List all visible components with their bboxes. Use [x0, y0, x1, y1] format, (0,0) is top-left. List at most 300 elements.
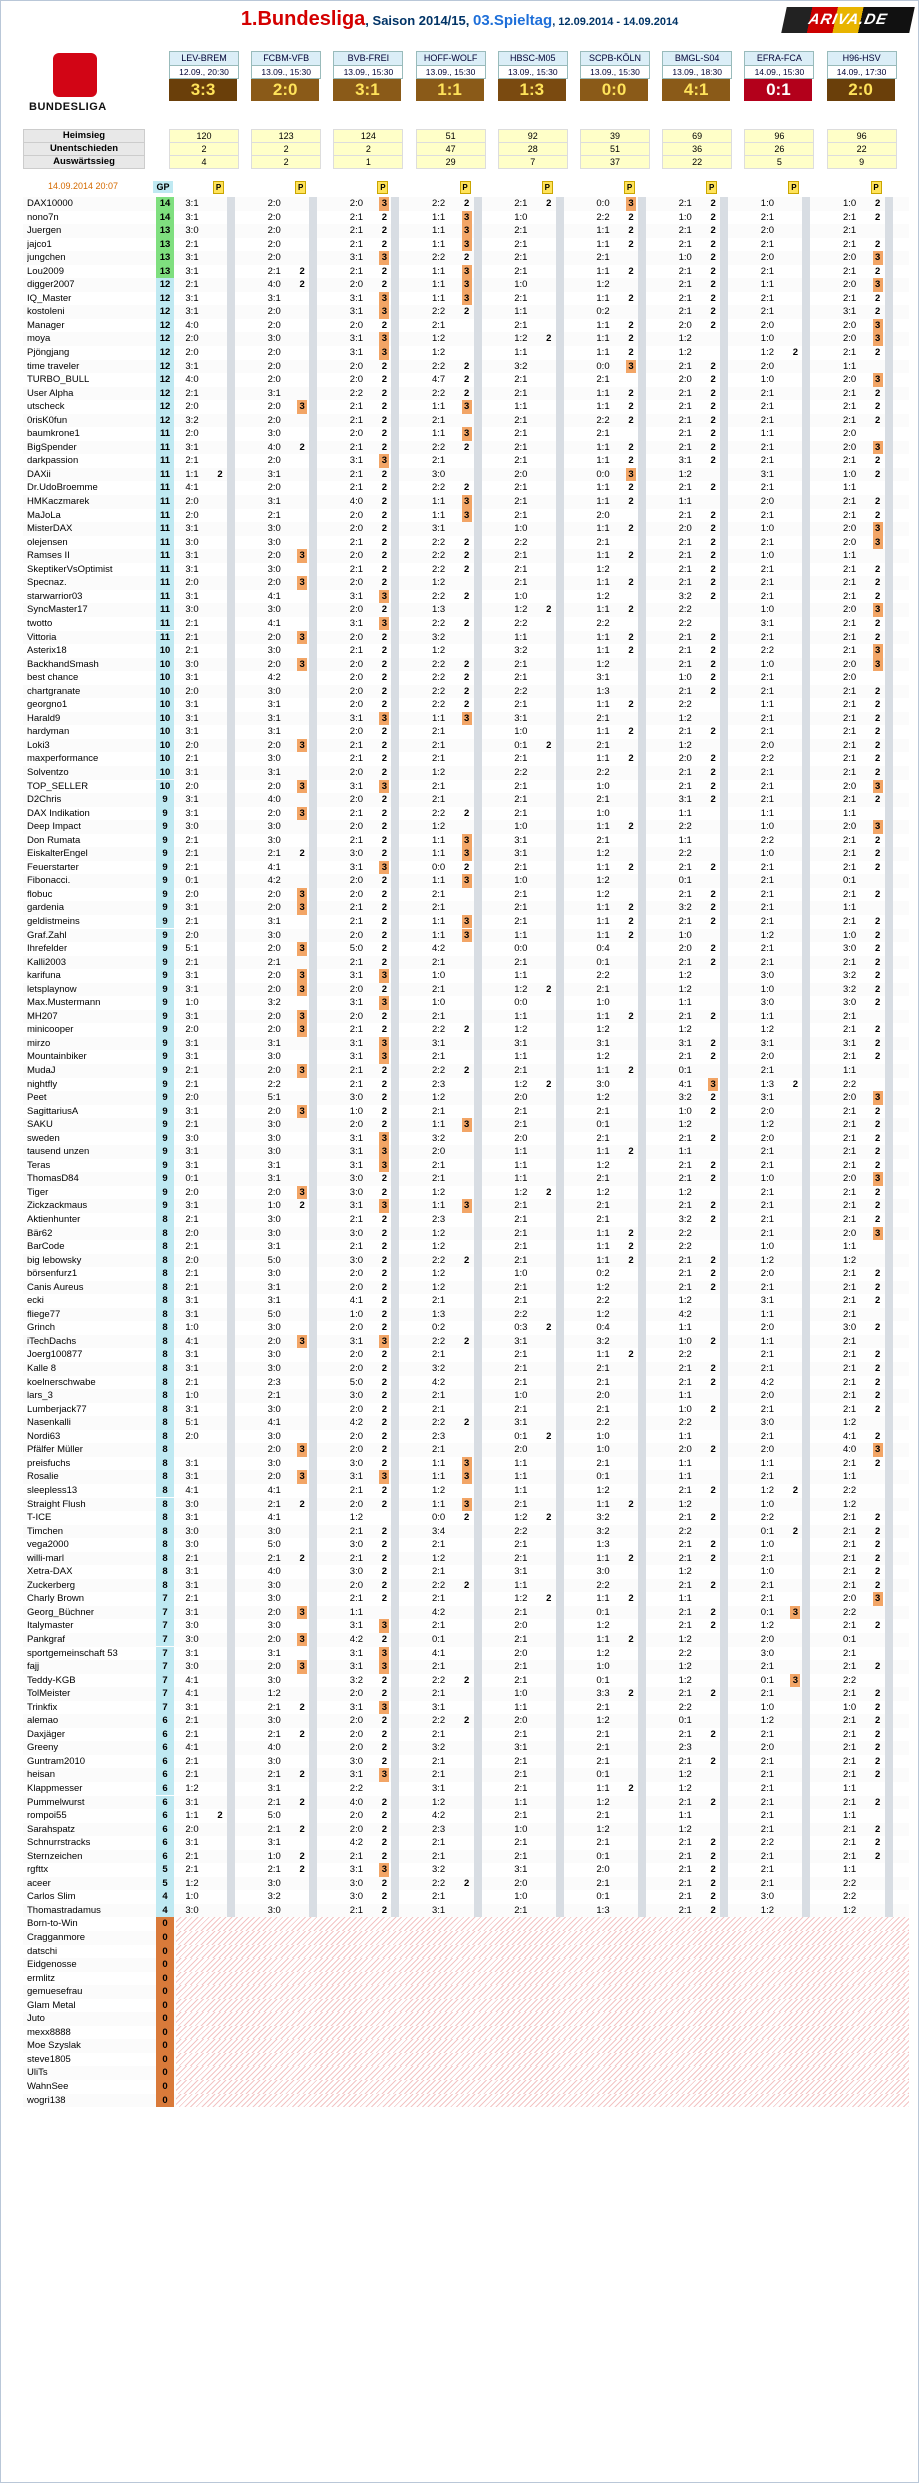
column-separator	[227, 1836, 235, 1850]
tip-value: 3:0	[185, 536, 199, 548]
player-name[interactable]: twotto	[27, 617, 53, 629]
player-name[interactable]: geldistmeins	[27, 915, 80, 927]
tip-value: 1:2	[431, 1281, 446, 1293]
table-row	[23, 1565, 909, 1579]
player-name[interactable]: MH207	[27, 1010, 58, 1022]
tip-value: 1:1	[596, 319, 610, 331]
player-name[interactable]: Italymaster	[27, 1620, 74, 1632]
player-name[interactable]: time traveler	[27, 360, 80, 372]
player-name[interactable]: Born-to-Win	[27, 1918, 78, 1930]
tip-points: 2	[463, 550, 470, 562]
player-name[interactable]: Harald9	[27, 712, 61, 724]
player-name[interactable]: baumkrone1	[27, 428, 80, 440]
column-separator	[556, 1714, 564, 1728]
column-separator	[391, 332, 399, 346]
column-separator	[474, 1199, 482, 1213]
player-name[interactable]: rgfttx	[27, 1864, 49, 1876]
column-separator	[885, 427, 893, 441]
column-separator	[885, 888, 893, 902]
player-name[interactable]: Teras	[27, 1159, 51, 1171]
tip-value: 2:1	[760, 685, 774, 697]
player-name[interactable]: Rosalie	[27, 1471, 59, 1483]
player-name[interactable]: TURBO_BULL	[27, 374, 90, 386]
player-name[interactable]: Charly Brown	[27, 1593, 85, 1605]
player-name[interactable]: nono7n	[27, 211, 59, 223]
tip-value: 2:0	[349, 360, 363, 372]
player-name[interactable]: lars_3	[27, 1390, 53, 1402]
column-separator	[227, 1213, 235, 1227]
tip-points: 2	[381, 929, 388, 941]
player-name[interactable]: Sarahspatz	[27, 1823, 76, 1835]
player-name[interactable]: steve1805	[27, 2053, 71, 2065]
tip-value: 2:1	[596, 1376, 610, 1388]
player-name[interactable]: DAX Indikation	[27, 807, 90, 819]
player-name[interactable]: heisan	[27, 1769, 55, 1781]
player-name[interactable]: minicooper	[27, 1024, 74, 1036]
player-points: 12	[156, 292, 174, 306]
tip-points: 2	[710, 1755, 716, 1767]
player-name[interactable]: iTechDachs	[27, 1335, 77, 1347]
tip-points: 2	[874, 1539, 881, 1551]
player-name[interactable]: hardyman	[27, 726, 70, 738]
player-name[interactable]: Eidgenosse	[27, 1959, 77, 1971]
player-name[interactable]: Kalle 8	[27, 1363, 57, 1375]
player-points: 11	[156, 603, 174, 617]
player-name[interactable]: SAKU	[27, 1119, 53, 1131]
tip-points: 2	[874, 631, 881, 643]
player-name[interactable]: MaJoLa	[27, 509, 61, 521]
column-separator	[802, 1199, 810, 1213]
tip-value: 2:2	[760, 1512, 774, 1524]
matchday-label[interactable]: 03.Spieltag	[472, 12, 553, 29]
player-name[interactable]: Juergen	[27, 225, 62, 237]
tip-value: 2:0	[267, 658, 281, 670]
tip-value: 2:1	[596, 1755, 610, 1767]
ariva-logo[interactable]: ARIVA.DE	[781, 7, 915, 33]
tip-points: 2	[381, 1674, 388, 1686]
player-name[interactable]: mirzo	[27, 1037, 51, 1049]
column-separator	[638, 1213, 646, 1227]
column-separator	[227, 1227, 235, 1241]
column-separator	[474, 725, 482, 739]
tip-value: 3:1	[267, 1837, 281, 1849]
column-separator	[638, 1172, 646, 1186]
player-name[interactable]: jajco1	[27, 238, 52, 250]
player-points: 0	[156, 1972, 174, 1986]
player-points: 8	[156, 1525, 174, 1539]
player-points: 12	[156, 387, 174, 401]
match-kickoff: 13.09., 15:30	[498, 65, 568, 79]
tip-value: 2:1	[514, 198, 528, 209]
tip-points: 2	[874, 1146, 881, 1158]
player-name[interactable]: MisterDAX	[27, 523, 73, 535]
player-name[interactable]: gardenia	[27, 902, 64, 914]
player-name[interactable]: DAXii	[27, 468, 51, 480]
player-name[interactable]: georgno1	[27, 699, 68, 711]
player-name[interactable]: big lebowsky	[27, 1254, 82, 1266]
player-points: 4	[156, 1890, 174, 1904]
player-name[interactable]: preisfuchs	[27, 1457, 71, 1469]
player-points: 11	[156, 536, 174, 550]
column-separator	[802, 766, 810, 780]
column-separator	[391, 1850, 399, 1864]
column-separator	[802, 509, 810, 523]
tip-value: 1:3	[596, 1904, 610, 1916]
tip-value: 4:0	[349, 496, 363, 508]
player-name[interactable]: Aktienhunter	[27, 1214, 81, 1226]
tip-value: 2:1	[267, 1864, 281, 1876]
tip-points: 3	[873, 1592, 883, 1606]
player-name[interactable]: Kalli2003	[27, 956, 67, 968]
tip-value: 3:1	[349, 1159, 363, 1171]
player-name[interactable]: Cragganmore	[27, 1932, 86, 1943]
player-points: 13	[156, 251, 174, 265]
player-name[interactable]: Solventzo	[27, 766, 69, 778]
tip-points: 2	[710, 1105, 716, 1117]
player-name[interactable]: gemuesefrau	[27, 1986, 83, 1998]
player-name[interactable]: Straight Flush	[27, 1498, 86, 1510]
player-points: 9	[156, 1010, 174, 1024]
column-separator	[474, 1552, 482, 1566]
player-name[interactable]: ThomasD84	[27, 1173, 79, 1185]
player-name[interactable]: maxperformance	[27, 753, 99, 765]
tip-value: 2:1	[514, 1782, 528, 1794]
tip-value: 2:2	[596, 414, 610, 426]
player-name[interactable]: MudaJ	[27, 1065, 56, 1076]
draw-count: 2	[251, 142, 321, 156]
player-name[interactable]: aceer	[27, 1877, 51, 1889]
player-name[interactable]: WahnSee	[27, 2081, 69, 2093]
player-name[interactable]: Grinch	[27, 1322, 55, 1334]
column-separator	[802, 1687, 810, 1701]
player-name[interactable]: Trinkfix	[27, 1701, 58, 1713]
tip-value: 3:1	[760, 1092, 774, 1104]
player-name[interactable]: sleepless13	[27, 1484, 78, 1496]
player-name[interactable]: chartgranate	[27, 685, 81, 697]
column-separator	[474, 644, 482, 658]
player-name[interactable]: 0risK0fun	[27, 414, 68, 426]
tip-value: 3:0	[349, 1457, 363, 1469]
tip-value: 2:1	[678, 1281, 692, 1293]
column-separator	[885, 1064, 893, 1078]
player-name[interactable]: D2Chris	[27, 794, 62, 806]
column-separator	[309, 590, 317, 604]
column-separator	[474, 1687, 482, 1701]
table-row	[23, 1308, 909, 1322]
column-separator	[474, 1809, 482, 1823]
column-separator	[309, 901, 317, 915]
player-name[interactable]: Tiger	[27, 1186, 49, 1198]
player-name[interactable]: SyncMaster17	[27, 604, 88, 616]
player-name[interactable]: olejensen	[27, 536, 68, 548]
tip-value: 2:0	[760, 1633, 774, 1645]
column-separator	[885, 536, 893, 550]
tip-points: 2	[381, 943, 388, 955]
column-separator	[885, 211, 893, 225]
player-name[interactable]: Asterix18	[27, 645, 67, 657]
tip-value: 2:1	[760, 306, 774, 318]
tip-value: 1:1	[760, 1335, 774, 1347]
column-separator	[309, 1335, 317, 1349]
player-name[interactable]: börsenfurz1	[27, 1268, 78, 1280]
tip-value: 2:1	[267, 1796, 281, 1808]
table-row	[23, 766, 909, 780]
column-separator	[638, 549, 646, 563]
column-separator	[885, 929, 893, 943]
column-separator	[474, 712, 482, 726]
player-name[interactable]: Mountainbiker	[27, 1051, 87, 1063]
tip-points: 2	[874, 1200, 881, 1212]
player-name[interactable]: willi-marl	[27, 1552, 64, 1564]
column-separator	[720, 1213, 728, 1227]
player-name[interactable]: mexx8888	[27, 2026, 71, 2038]
tip-value: 3:0	[267, 1457, 281, 1469]
player-name[interactable]: HMKaczmarek	[27, 496, 90, 508]
player-name[interactable]: Don Rumata	[27, 834, 81, 846]
player-name[interactable]: Canis Aureus	[27, 1281, 84, 1293]
tip-value: 3:1	[185, 1295, 199, 1307]
player-name[interactable]: sweden	[27, 1132, 60, 1144]
tip-value: 2:1	[678, 1254, 692, 1266]
column-separator	[474, 468, 482, 482]
tip-value: 2:1	[431, 726, 446, 738]
player-name[interactable]: Zuckerberg	[27, 1579, 76, 1591]
player-name[interactable]: Pfälfer Müller	[27, 1444, 83, 1456]
tip-value: 2:1	[431, 1159, 446, 1171]
player-name[interactable]: Schnurrstracks	[27, 1837, 91, 1849]
player-name[interactable]: Deep Impact	[27, 821, 81, 833]
column-separator	[391, 1443, 399, 1457]
player-name[interactable]: Pummelwurst	[27, 1796, 85, 1808]
tip-value: 2:1	[842, 265, 857, 277]
player-points: 8	[156, 1213, 174, 1227]
column-separator	[391, 1105, 399, 1119]
player-name[interactable]: Nasenkalli	[27, 1417, 71, 1429]
player-name[interactable]: DAX10000	[27, 198, 73, 209]
player-points: 8	[156, 1565, 174, 1579]
column-separator	[885, 807, 893, 821]
player-name[interactable]: Ramses II	[27, 550, 70, 562]
tip-points: 2	[381, 468, 388, 480]
player-name[interactable]: ermlitz	[27, 1972, 55, 1984]
player-name[interactable]: Carlos Slim	[27, 1891, 76, 1903]
player-name[interactable]: flobuc	[27, 888, 53, 900]
player-name[interactable]: Klappmesser	[27, 1782, 83, 1794]
player-name[interactable]: letsplaynow	[27, 983, 77, 995]
player-name[interactable]: jungchen	[27, 252, 66, 264]
player-name[interactable]: Pjöngjang	[27, 347, 70, 359]
column-separator	[885, 1010, 893, 1024]
column-separator	[309, 1606, 317, 1620]
player-name[interactable]: rompoi55	[27, 1810, 67, 1822]
tip-value: 2:1	[596, 1728, 610, 1740]
column-separator	[474, 1078, 482, 1092]
player-name[interactable]: Thomastradamus	[27, 1904, 101, 1916]
player-name[interactable]: Lou2009	[27, 265, 64, 277]
tip-value: 2:0	[760, 1742, 774, 1754]
player-name[interactable]: vega2000	[27, 1539, 69, 1551]
player-name[interactable]: BackhandSmash	[27, 658, 99, 670]
tip-value: 2:1	[678, 1159, 692, 1171]
player-name[interactable]: kostoleni	[27, 306, 65, 318]
tip-value: 4:1	[185, 1742, 199, 1754]
player-name[interactable]: T-ICE	[27, 1512, 52, 1524]
column-separator	[391, 495, 399, 509]
player-name[interactable]: User Alpha	[27, 387, 74, 399]
player-name[interactable]: alemao	[27, 1715, 59, 1727]
tip-value: 2:0	[349, 1322, 363, 1334]
column-separator	[802, 414, 810, 428]
player-name[interactable]: Teddy-KGB	[27, 1674, 76, 1686]
player-name[interactable]: Moe Szyslak	[27, 2040, 81, 2052]
column-separator	[885, 1091, 893, 1105]
player-name[interactable]: Specnaz.	[27, 577, 67, 589]
player-name[interactable]: Georg_Büchner	[27, 1606, 95, 1618]
tip-points: 2	[874, 1566, 881, 1578]
column-separator	[720, 522, 728, 536]
player-name[interactable]: nightfly	[27, 1078, 58, 1090]
tip-value: 1:2	[596, 590, 610, 602]
column-separator	[885, 332, 893, 346]
player-name[interactable]: karifuna	[27, 970, 61, 982]
player-name[interactable]: koelnerschwabe	[27, 1376, 96, 1388]
player-name[interactable]: best chance	[27, 672, 79, 684]
player-name[interactable]: Feuerstarter	[27, 861, 79, 873]
tip-value: 0:1	[185, 1173, 199, 1185]
column-separator	[720, 1430, 728, 1444]
player-name[interactable]: Max.Mustermann	[27, 997, 101, 1009]
player-name[interactable]: Greeny	[27, 1742, 59, 1754]
tip-value: 0:1	[596, 1119, 610, 1131]
player-name[interactable]: Ihrefelder	[27, 943, 68, 955]
player-name[interactable]: EiskalterEngel	[27, 848, 88, 860]
player-name[interactable]: fliege77	[27, 1308, 61, 1320]
tip-value: 2:0	[842, 672, 857, 684]
player-points: 11	[156, 481, 174, 495]
tip-points: 2	[710, 794, 716, 806]
tip-value: 2:1	[842, 794, 857, 806]
player-name[interactable]: Xetra-DAX	[27, 1566, 73, 1578]
tip-value: 2:0	[267, 739, 281, 751]
player-name[interactable]: Dr.UdoBroemme	[27, 482, 98, 494]
tip-value: 2:1	[760, 265, 774, 277]
tip-value: 3:1	[185, 1512, 199, 1524]
player-name[interactable]: TOP_SELLER	[27, 780, 89, 792]
player-name[interactable]: digger2007	[27, 279, 75, 291]
player-name[interactable]: Pankgraf	[27, 1633, 66, 1645]
column-separator	[309, 400, 317, 414]
column-separator	[227, 454, 235, 468]
player-name[interactable]: ecki	[27, 1295, 44, 1307]
player-name[interactable]: BigSpender	[27, 441, 77, 453]
column-separator	[474, 1376, 482, 1390]
player-name[interactable]: sportgemeinschaft 53	[27, 1647, 118, 1659]
column-separator	[309, 1376, 317, 1390]
player-name[interactable]: UliTs	[27, 2067, 48, 2079]
tip-value: 2:1	[678, 888, 692, 900]
player-name[interactable]: Timchen	[27, 1525, 64, 1537]
player-name[interactable]: tausend unzen	[27, 1146, 90, 1158]
player-name[interactable]: Vittoria	[27, 631, 57, 643]
player-name[interactable]: wogri138	[27, 2094, 66, 2106]
tip-points: 2	[874, 1430, 881, 1442]
player-name[interactable]: Daxjäger	[27, 1728, 66, 1740]
player-name[interactable]: Manager	[27, 319, 65, 331]
tip-points: 2	[381, 1254, 388, 1266]
tip-value: 3:0	[185, 1904, 199, 1916]
tip-value: 2:0	[596, 1864, 610, 1876]
player-name[interactable]: Loki3	[27, 739, 50, 751]
player-points: 9	[156, 901, 174, 915]
tip-points: 2	[710, 292, 716, 304]
tip-points: 3	[297, 658, 307, 672]
column-separator	[802, 1308, 810, 1322]
player-name[interactable]: fajj	[27, 1661, 40, 1673]
tip-points: 2	[874, 766, 881, 778]
tip-value: 1:1	[842, 807, 857, 819]
player-name[interactable]: moya	[27, 333, 51, 345]
player-name[interactable]: starwarrior03	[27, 590, 83, 602]
tip-points: 2	[710, 563, 716, 575]
player-name[interactable]: Nordi63	[27, 1430, 61, 1442]
tip-value: 2:1	[349, 645, 363, 657]
player-name[interactable]: Fibonacci.	[27, 875, 71, 887]
player-name[interactable]: Peet	[27, 1092, 47, 1104]
tip-value: 2:1	[267, 265, 281, 277]
player-points: 0	[156, 1917, 174, 1931]
player-name[interactable]: Guntram2010	[27, 1755, 86, 1767]
tip-value: 2:1	[514, 1633, 528, 1645]
player-points: 0	[156, 2039, 174, 2053]
player-name[interactable]: datschi	[27, 1945, 58, 1957]
tip-value: 2:0	[349, 1403, 363, 1415]
player-name[interactable]: Lumberjack77	[27, 1403, 87, 1415]
player-name[interactable]: SagittariusA	[27, 1105, 79, 1117]
player-name[interactable]: Sternzeichen	[27, 1850, 83, 1862]
player-name[interactable]: Juto	[27, 2013, 45, 2025]
player-name[interactable]: Graf.Zahl	[27, 929, 67, 941]
player-name[interactable]: Bär62	[27, 1227, 53, 1239]
player-name[interactable]: utscheck	[27, 401, 65, 413]
tip-value: 1:1	[431, 238, 446, 250]
column-separator	[227, 1755, 235, 1769]
column-separator	[309, 1443, 317, 1457]
tip-points: 2	[381, 1742, 388, 1754]
column-separator	[802, 1890, 810, 1904]
tip-value: 3:0	[349, 848, 363, 860]
player-name[interactable]: Glam Metal	[27, 1999, 76, 2011]
player-name[interactable]: BarCode	[27, 1241, 65, 1253]
column-separator	[227, 671, 235, 685]
player-name[interactable]: TolMeister	[27, 1688, 71, 1700]
player-name[interactable]: Joerg100877	[27, 1349, 83, 1361]
tip-value: 1:2	[431, 1268, 446, 1280]
player-name[interactable]: Zickzackmaus	[27, 1200, 88, 1212]
column-separator	[802, 1741, 810, 1755]
tip-value: 1:2	[678, 970, 692, 982]
player-name[interactable]: SkeptikerVsOptimist	[27, 563, 113, 575]
column-separator	[391, 766, 399, 780]
player-name[interactable]: darkpassion	[27, 455, 79, 467]
column-separator	[309, 956, 317, 970]
player-points: 10	[156, 780, 174, 794]
tip-value: 2:1	[678, 1877, 692, 1889]
tip-value: 1:1	[185, 468, 199, 480]
match-kickoff: 14.09., 17:30	[827, 65, 897, 79]
tip-value: 2:0	[185, 780, 199, 792]
player-name[interactable]: IQ_Master	[27, 292, 72, 304]
column-separator	[474, 1498, 482, 1512]
